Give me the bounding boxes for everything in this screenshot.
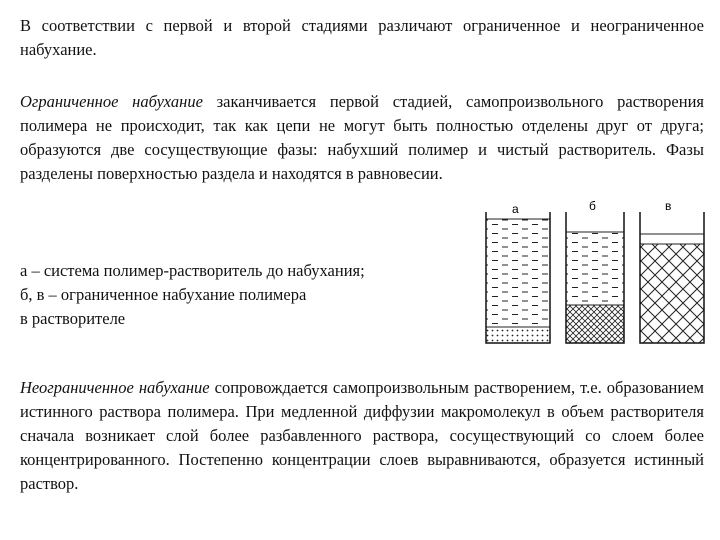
limited-swelling-term: Ограниченное набухание [20,92,203,111]
vessel-a-polymer [486,327,550,343]
vessel-c-label: в [665,199,672,213]
caption-line-2: б, в – ограниченное набухание полимера [20,285,307,304]
vessel-b-solvent [566,232,624,305]
caption-line-3: в растворителе [20,309,126,328]
vessel-a-solvent [486,219,550,327]
vessel-c-swollen-polymer [640,244,704,343]
vessel-a [486,202,550,343]
figure-caption [20,259,460,331]
swelling-diagram [480,198,708,346]
vessel-b-swollen-polymer [566,305,624,343]
unlimited-swelling-paragraph [20,376,704,496]
vessel-a-label: а [512,202,519,216]
intro-paragraph [20,14,704,62]
intro-text: В соответствии с первой и второй стадиями различают ограниченное и неограниченное набухание. [20,16,704,59]
vessel-b-label: б [589,199,596,213]
vessel-b [566,199,624,343]
unlimited-swelling-text: сопровождается самопроизвольным растворением, т.е. образованием истинного раствора полимера. При медленной диффузии макромолекул в объем растворителя сначала возникает слой более разбавленного раствора, сосуществующий со слоем более концентрированного. Постепенно концентрации слоев выравниваются, образуется истинный раствор. [20,378,704,493]
vessel-c [640,199,704,343]
caption-line-1: а – система полимер-растворитель до набухания; [20,261,365,280]
unlimited-swelling-term: Неограниченное набухание [20,378,210,397]
limited-swelling-paragraph [20,90,704,186]
limited-swelling-text: заканчивается первой стадией, самопроизвольного растворения полимера не происходит, так как цепи не могут быть полностью отделены друг от друга; образуются две сосуществующие фазы: набухший полимер и чистый растворитель. Фазы разделены поверхностью раздела и находятся в равновесии. [20,92,704,183]
